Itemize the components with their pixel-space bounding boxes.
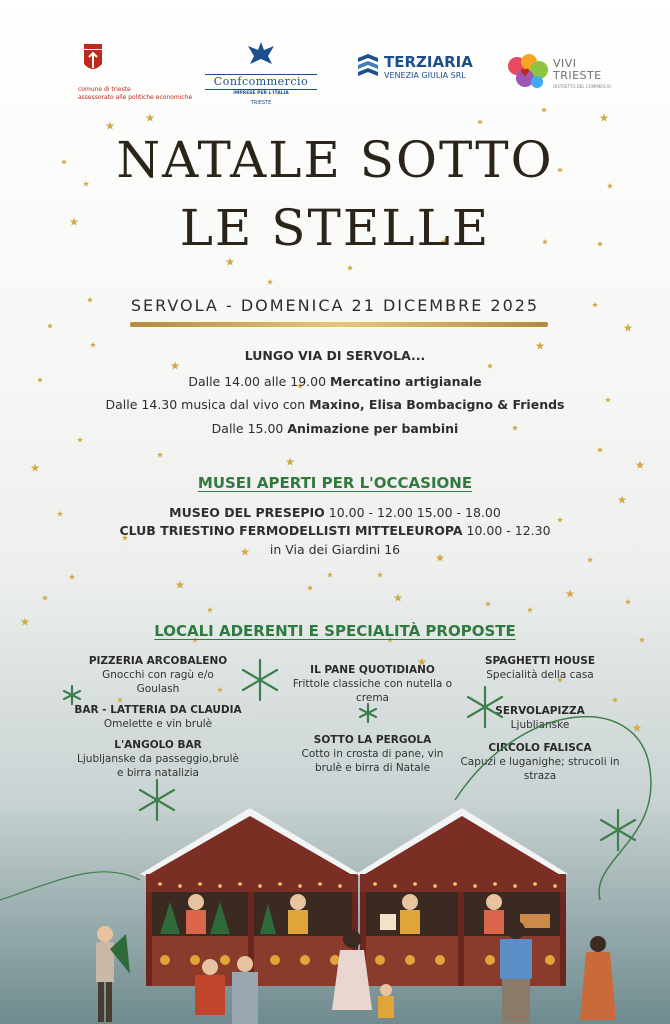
- terziaria-mark-icon: [356, 54, 380, 82]
- shop-sotto-la-pergola: [265, 733, 480, 775]
- comune-trieste-logo: [78, 44, 192, 102]
- terziaria-sub: VENEZIA GIULIA SRL: [384, 71, 466, 80]
- star-icon: [636, 461, 645, 469]
- vivi-line1: VIVI: [553, 57, 577, 70]
- museum-2: [0, 522, 670, 540]
- trieste-logo-line1: comune di trieste: [78, 86, 131, 93]
- star-icon: [146, 114, 155, 122]
- star-icon: [625, 599, 631, 605]
- star-icon: [157, 452, 163, 458]
- shop-name: BAR - LATTERIA DA CLAUDIA: [74, 704, 242, 716]
- shop-desc: Goulash: [136, 683, 180, 695]
- star-icon: [612, 697, 618, 703]
- eagle-icon: [246, 40, 276, 68]
- shop-spaghetti-house: [455, 654, 625, 682]
- star-icon: [566, 590, 575, 598]
- shop-name: IL PANE QUOTIDIANO: [310, 664, 435, 676]
- star-icon: [207, 607, 213, 613]
- museum-address: in Via dei Giardini 16: [269, 542, 401, 557]
- shop-desc: Gnocchi con ragù e/o: [102, 669, 214, 681]
- locali-heading: LOCALI ADERENTI E SPECIALITÀ PROPOSTE: [154, 622, 516, 640]
- program-item-1-time: Dalle 14.00 alle 19.00: [188, 374, 327, 389]
- program-item-2-time: Dalle 14.30 musica dal vivo con: [105, 397, 306, 412]
- confcommercio-sub: IMPRESE PER L'ITALIA: [233, 91, 289, 96]
- shop-desc: brulè e birra di Natale: [314, 762, 431, 774]
- star-icon: [527, 607, 533, 613]
- shop-servolapizza: [455, 704, 625, 732]
- program-item-3-what: Animazione per bambini: [287, 421, 459, 436]
- shop-pane-quotidiano: [265, 663, 480, 705]
- shop-pizzeria-arcobaleno: [58, 654, 258, 696]
- star-icon: [485, 601, 491, 607]
- shop-angolo-bar: [58, 738, 258, 780]
- star-icon: [31, 464, 40, 472]
- terziaria-name: TERZIARIA: [384, 53, 473, 71]
- museum-1-name: MUSEO DEL PRESEPIO: [169, 505, 325, 520]
- star-icon: [541, 107, 547, 113]
- shop-desc: Frittole classiche con nutella o: [292, 678, 453, 690]
- shop-name: SPAGHETTI HOUSE: [484, 655, 596, 667]
- star-icon: [347, 265, 353, 271]
- star-icon: [633, 724, 642, 732]
- shop-name: CIRCOLO FALISCA: [488, 742, 592, 754]
- star-icon: [477, 119, 483, 125]
- shop-desc: Cotto in crosta di pane, vin: [301, 748, 444, 760]
- shop-desc: crema: [356, 692, 389, 704]
- shop-name: L'ANGOLO BAR: [114, 739, 202, 751]
- star-icon: [377, 572, 383, 578]
- shop-desc: Omelette e vin brulè: [103, 718, 213, 730]
- shop-desc: straza: [523, 770, 557, 782]
- star-icon: [286, 458, 295, 466]
- star-icon: [394, 594, 403, 602]
- terziaria-logo: [356, 53, 473, 86]
- confcommercio-city: TRIESTE: [250, 100, 272, 106]
- star-icon: [327, 572, 333, 578]
- shop-desc: Ljublianske: [510, 719, 570, 731]
- shop-circolo-falisca: [455, 741, 625, 783]
- program-item-3-time: Dalle 15.00: [211, 421, 284, 436]
- shop-desc: Capuzi e luganighe; strucoli in: [460, 756, 620, 768]
- vivi-trieste-sub: DISTRETTO DEL COMMERCIO: [553, 84, 611, 89]
- event-date: SERVOLA - DOMENICA 21 DICEMBRE 2025: [130, 296, 540, 315]
- event-title-line1: NATALE SOTTO: [116, 131, 554, 189]
- program-item-1: [0, 373, 670, 391]
- star-icon: [618, 496, 627, 504]
- star-icon: [47, 323, 53, 329]
- museum-2-hours: 10.00 - 12.30: [466, 523, 551, 538]
- confcommercio-name: Confcommercio: [205, 74, 317, 90]
- vivi-trieste-circles-icon: [505, 52, 551, 92]
- christmas-market-illustration: [0, 784, 670, 1024]
- museum-2-name: CLUB TRIESTINO FERMODELLISTI MITTELEUROPA: [119, 523, 463, 538]
- star-icon: [117, 697, 123, 703]
- program-item-1-what: Mercatino artigianale: [330, 374, 482, 389]
- event-title-line2: LE STELLE: [179, 199, 491, 257]
- shop-name: PIZZERIA ARCOBALENO: [88, 655, 228, 667]
- star-icon: [69, 574, 75, 580]
- museum-1-hours: 10.00 - 12.00 15.00 - 18.00: [328, 505, 501, 520]
- trieste-shield-icon: [82, 44, 104, 74]
- star-icon: [267, 279, 273, 285]
- trieste-logo-line2: assessorato alle politiche economiche: [78, 94, 193, 101]
- confcommercio-logo: [205, 40, 317, 106]
- musei-heading: MUSEI APERTI PER L'OCCASIONE: [197, 474, 473, 492]
- vivi-line2: TRIESTE: [553, 69, 602, 82]
- star-icon: [624, 324, 633, 332]
- program-heading: LUNGO VIA DI SERVOLA...: [244, 348, 426, 363]
- star-icon: [597, 447, 603, 453]
- market-stall-right: [356, 808, 568, 986]
- vivi-trieste-name: [553, 58, 602, 82]
- vivi-trieste-logo: [505, 52, 611, 96]
- shop-name: SOTTO LA PERGOLA: [313, 734, 432, 746]
- shop-name: SERVOLAPIZZA: [495, 705, 585, 717]
- star-icon: [42, 595, 48, 601]
- shop-desc: e birra natalizia: [117, 767, 199, 779]
- shop-bar-latteria: [58, 703, 258, 731]
- program-item-2-what: Maxino, Elisa Bombacigno & Friends: [309, 397, 565, 412]
- museum-1: [0, 504, 670, 522]
- shop-desc: Specialità della casa: [486, 669, 594, 681]
- star-icon: [176, 581, 185, 589]
- program-item-2: [0, 396, 670, 414]
- gold-divider: [130, 322, 548, 327]
- shop-desc: Ljubljanske da passeggio,brulè: [77, 753, 239, 765]
- star-icon: [600, 114, 609, 122]
- program-item-3: [0, 420, 670, 438]
- star-icon: [307, 585, 313, 591]
